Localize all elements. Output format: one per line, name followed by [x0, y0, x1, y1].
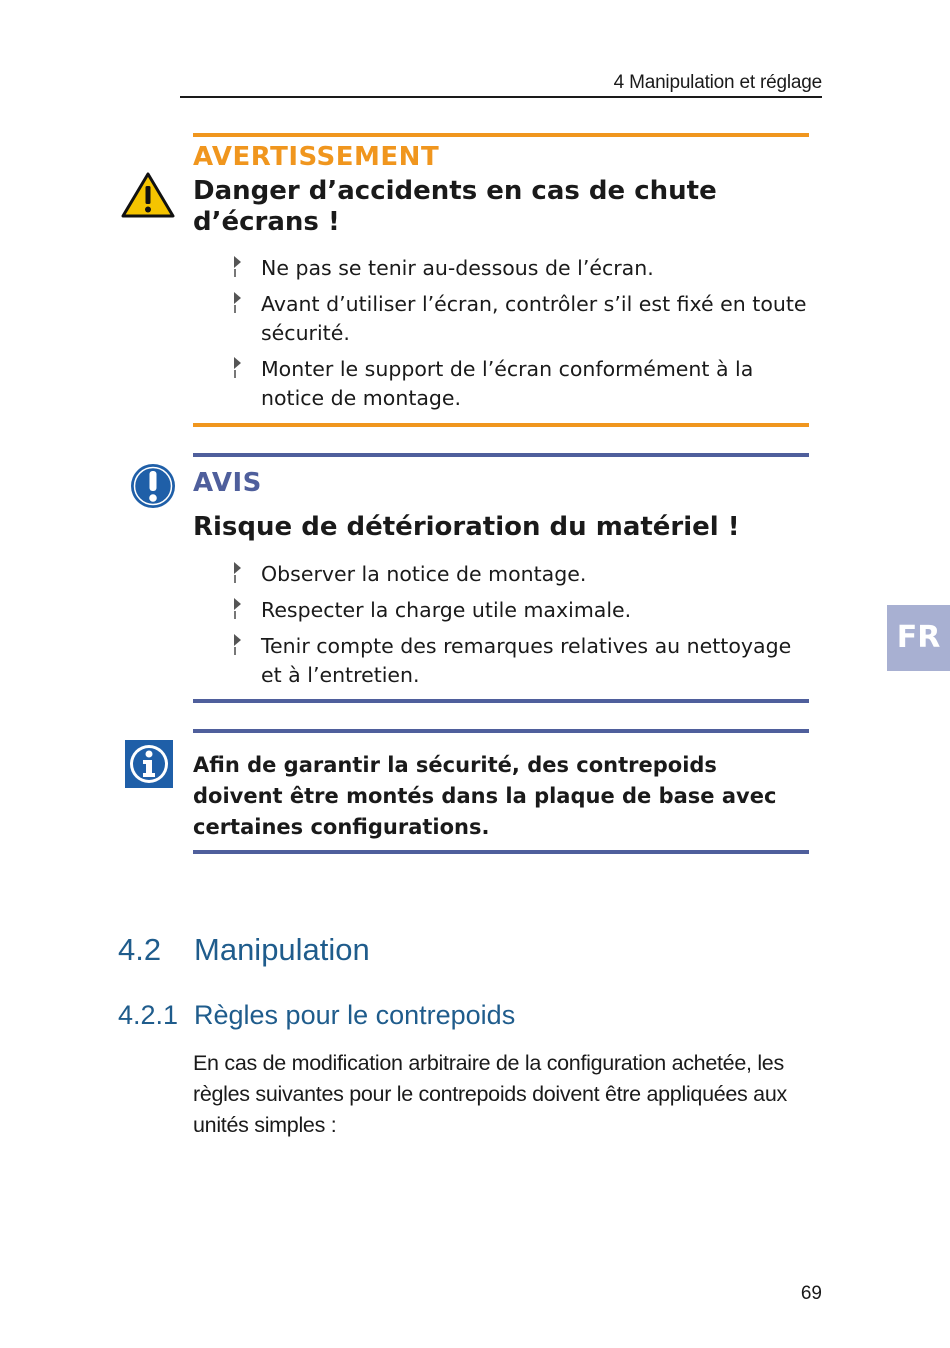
list-item — [230, 596, 810, 625]
warning-triangle-icon — [121, 171, 175, 219]
bullet-arrow-icon — [234, 256, 241, 268]
warning-title: Danger d’accidents en cas de chute d’écrans ! — [193, 176, 717, 237]
warning-bullet-list — [230, 254, 810, 420]
page-number: 69 — [800, 1283, 822, 1304]
list-item — [230, 632, 810, 690]
notice-bullet-list — [230, 560, 810, 697]
list-item — [230, 290, 810, 348]
bullet-arrow-icon — [234, 357, 241, 369]
bullet-arrow-icon — [234, 634, 241, 646]
notice-title: Risque de détérioration du matériel ! — [193, 512, 740, 542]
warning-top-rule — [193, 133, 809, 137]
notice-top-rule — [193, 453, 809, 457]
bullet-text: Tenir compte des remarques relatives au nettoyage et à l’entretien. — [261, 634, 792, 687]
bullet-text: Respecter la charge utile maximale. — [261, 598, 632, 622]
info-bottom-rule — [193, 850, 809, 854]
bullet-arrow-icon — [234, 292, 241, 304]
header-rule — [180, 96, 822, 98]
notice-bottom-rule — [193, 699, 809, 703]
section-title: Manipulation — [194, 932, 370, 967]
info-text: Afin de garantir la sécurité, des contrepoids doivent être montés dans la plaque de base avec certaines configurations. — [193, 753, 777, 839]
bullet-text: Observer la notice de montage. — [261, 562, 587, 586]
subsection-number: 4.2.1 — [118, 1000, 179, 1030]
warning-bottom-rule — [193, 423, 809, 427]
language-tab: FR — [887, 605, 950, 671]
list-item — [230, 254, 810, 283]
bullet-text: Monter le support de l’écran conformément à la notice de montage. — [261, 357, 754, 410]
list-item — [230, 560, 810, 589]
running-header: 4 Manipulation et réglage — [613, 72, 822, 93]
warning-label: AVERTISSEMENT — [193, 142, 440, 172]
bullet-text: Avant d’utiliser l’écran, contrôler s’il est fixé en toute sécurité. — [261, 292, 807, 345]
bullet-text: Ne pas se tenir au-dessous de l’écran. — [261, 256, 654, 280]
subsection-title: Règles pour le contrepoids — [194, 1000, 516, 1030]
notice-label: AVIS — [193, 468, 262, 498]
info-icon — [125, 740, 173, 788]
exclamation-circle-icon — [130, 463, 176, 509]
bullet-arrow-icon — [234, 562, 241, 574]
info-top-rule — [193, 729, 809, 733]
section-number: 4.2 — [118, 932, 162, 967]
bullet-arrow-icon — [234, 598, 241, 610]
body-paragraph: En cas de modification arbitraire de la configuration achetée, les règles suivantes pour le contrepoids doivent être appliquées aux unités simples : — [193, 1051, 787, 1137]
list-item — [230, 355, 810, 413]
